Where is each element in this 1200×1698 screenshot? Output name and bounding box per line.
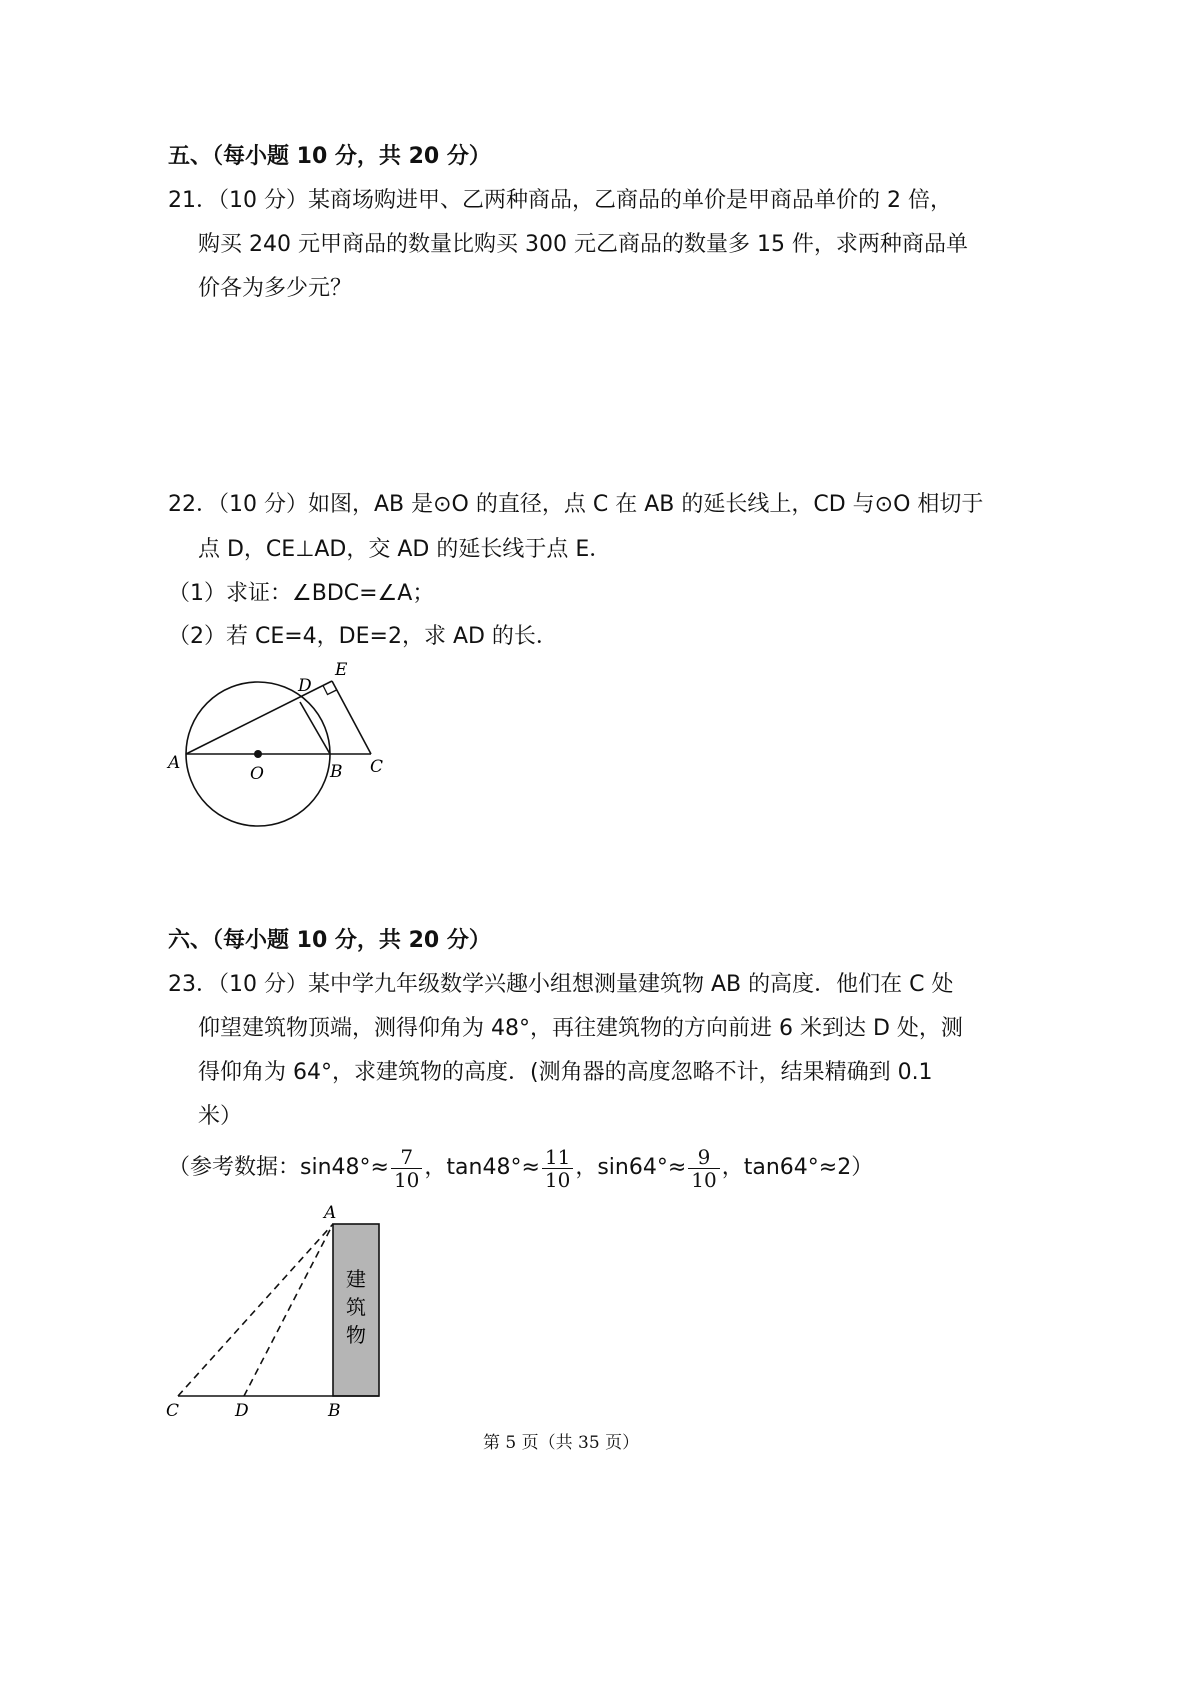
q23-building-figure xyxy=(160,1196,400,1426)
q21-line-1: 21．（10 分）某商场购进甲、乙两种商品，乙商品的单价是甲商品单价的 2 倍， xyxy=(168,188,952,213)
label-a: A xyxy=(324,1203,337,1223)
q23-line-4: 米） xyxy=(198,1104,243,1129)
label-o: O xyxy=(250,764,264,784)
sightline-ca xyxy=(178,1224,333,1396)
q23-line-2: 仰望建筑物顶端，测得仰角为 48°，再往建筑物的方向前进 6 米到达 D 处，测 xyxy=(198,1016,963,1041)
q22-line-1: 22．（10 分）如图，AB 是⊙O 的直径，点 C 在 AB 的延长线上，CD 与⊙O 相切于 xyxy=(168,492,984,517)
label-d: D xyxy=(298,676,312,696)
label-e: E xyxy=(335,660,348,680)
label-d: D xyxy=(235,1401,249,1421)
label-b: B xyxy=(330,762,343,782)
section-6-heading: 六、（每小题 10 分，共 20 分） xyxy=(168,928,491,953)
ref-suffix: ，tan64°≈2） xyxy=(721,1155,874,1180)
fraction-tan48: $\frac{11}{10}$ xyxy=(542,1146,573,1191)
q22-part-1: （1）求证：∠BDC=∠A； xyxy=(168,581,435,606)
section-5-heading: 五、（每小题 10 分，共 20 分） xyxy=(168,144,491,169)
q23-line-1: 23．（10 分）某中学九年级数学兴趣小组想测量建筑物 AB 的高度．他们在 C 处 xyxy=(168,972,954,997)
ref-mid-2: ，sin64°≈ xyxy=(575,1155,687,1180)
ref-prefix: （参考数据：sin48°≈ xyxy=(168,1155,389,1180)
center-dot xyxy=(254,750,262,758)
q22-circle-figure xyxy=(160,655,400,835)
sightline-da xyxy=(244,1224,333,1396)
q22-line-2: 点 D，CE⊥AD，交 AD 的延长线于点 E． xyxy=(198,537,612,562)
q22-part-2: （2）若 CE=4，DE=2，求 AD 的长． xyxy=(168,624,558,649)
fraction-sin64: $\frac{9}{10}$ xyxy=(688,1146,719,1191)
label-b: B xyxy=(328,1401,341,1421)
q23-line-3: 得仰角为 64°，求建筑物的高度．(测角器的高度忽略不计，结果精确到 0.1 xyxy=(198,1060,933,1085)
label-a: A xyxy=(168,753,181,773)
segment-ec xyxy=(332,681,371,754)
building-char-3: 物 xyxy=(346,1323,366,1347)
ref-mid-1: ，tan48°≈ xyxy=(424,1155,540,1180)
label-c: C xyxy=(166,1401,180,1421)
building-char-1: 建 xyxy=(346,1267,366,1291)
building-char-2: 筑 xyxy=(346,1295,366,1319)
q21-line-2: 购买 240 元甲商品的数量比购买 300 元乙商品的数量多 15 件，求两种商品单 xyxy=(198,232,968,257)
q21-line-3: 价各为多少元？ xyxy=(198,276,353,301)
page-footer: 第 5 页（共 35 页） xyxy=(483,1433,640,1453)
label-c: C xyxy=(370,757,384,777)
fraction-sin48: $\frac{7}{10}$ xyxy=(391,1146,422,1191)
q23-reference-data xyxy=(168,1143,873,1193)
